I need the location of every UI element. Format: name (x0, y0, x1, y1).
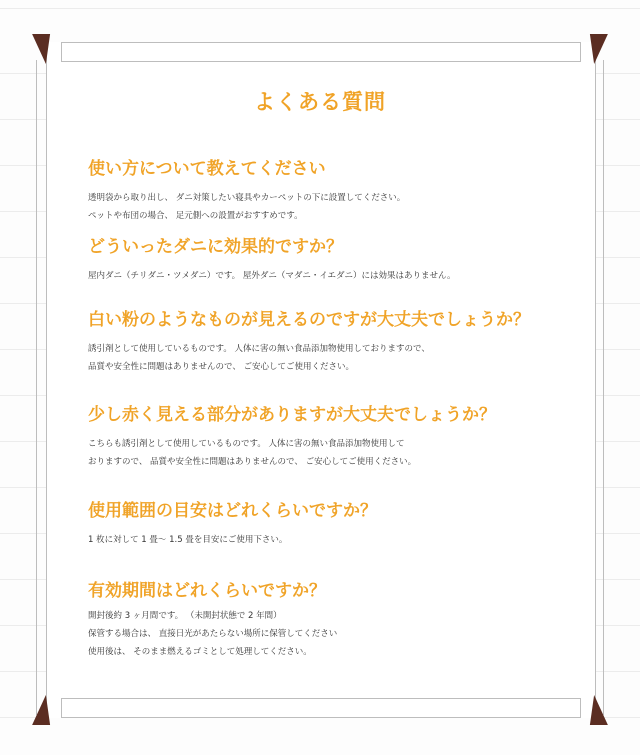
faq-item (88, 496, 377, 549)
faq-answer-line: 使用後は、 そのまま燃えるゴミとして処理してください。 (88, 647, 312, 657)
sheet-left-edge (36, 60, 45, 715)
faq-answer-line: 開封後約 3 ヶ月間です。 （未開封状態で 2 年間） (88, 611, 282, 621)
faq-item (88, 305, 530, 376)
faq-answer-line: 保管する場合は、 直接日光があたらない場所に保管してください (88, 629, 338, 639)
faq-content (88, 86, 558, 657)
page-title: よくある質問 (254, 90, 386, 114)
faq-answer-line: おりますので、 品質や安全性に問題はありませんので、 ご安心してご使用ください。 (88, 457, 417, 467)
faq-answer-line: 誘引剤として使用しているものです。 人体に害の無い食品添加物使用しておりますので、 (88, 344, 430, 354)
faq-question: 有効期間はどれくらいですか？ (88, 581, 326, 601)
faq-question: 使い方について教えてください (88, 159, 326, 179)
faq-question: 白い粉のようなものが見えるのですが大丈夫でしょうか？ (88, 310, 530, 330)
faq-question: どういったダニに効果的ですか？ (88, 237, 343, 257)
faq-answer-line: こちらも誘引剤として使用しているものです。 人体に害の無い食品添加物使用して (88, 439, 405, 449)
faq-answer-line: 1 枚に対して 1 畳～ 1.5 畳を目安にご使用下さい。 (88, 535, 288, 545)
faq-item (88, 400, 496, 471)
faq-item (88, 576, 337, 661)
faq-answer-line: 屋内ダニ（チリダニ・ツメダニ）です。 屋外ダニ（マダニ・イエダニ）には効果はありません。 (88, 271, 456, 281)
sheet-right-edge (595, 60, 604, 715)
faq-question: 少し赤く見える部分がありますが大丈夫でしょうか？ (88, 405, 496, 425)
faq-answer-line: ペットや布団の場合、 足元側への設置がおすすめです。 (88, 211, 303, 221)
faq-item (88, 154, 405, 225)
faq-question: 使用範囲の目安はどれくらいですか？ (88, 501, 377, 521)
faq-answer-line: 透明袋から取り出し、 ダニ対策したい寝具やカーペットの下に設置してください。 (88, 193, 406, 203)
faq-item (88, 232, 456, 285)
faq-answer-line: 品質や安全性に問題はありませんので、 ご安心してご使用ください。 (88, 362, 355, 372)
